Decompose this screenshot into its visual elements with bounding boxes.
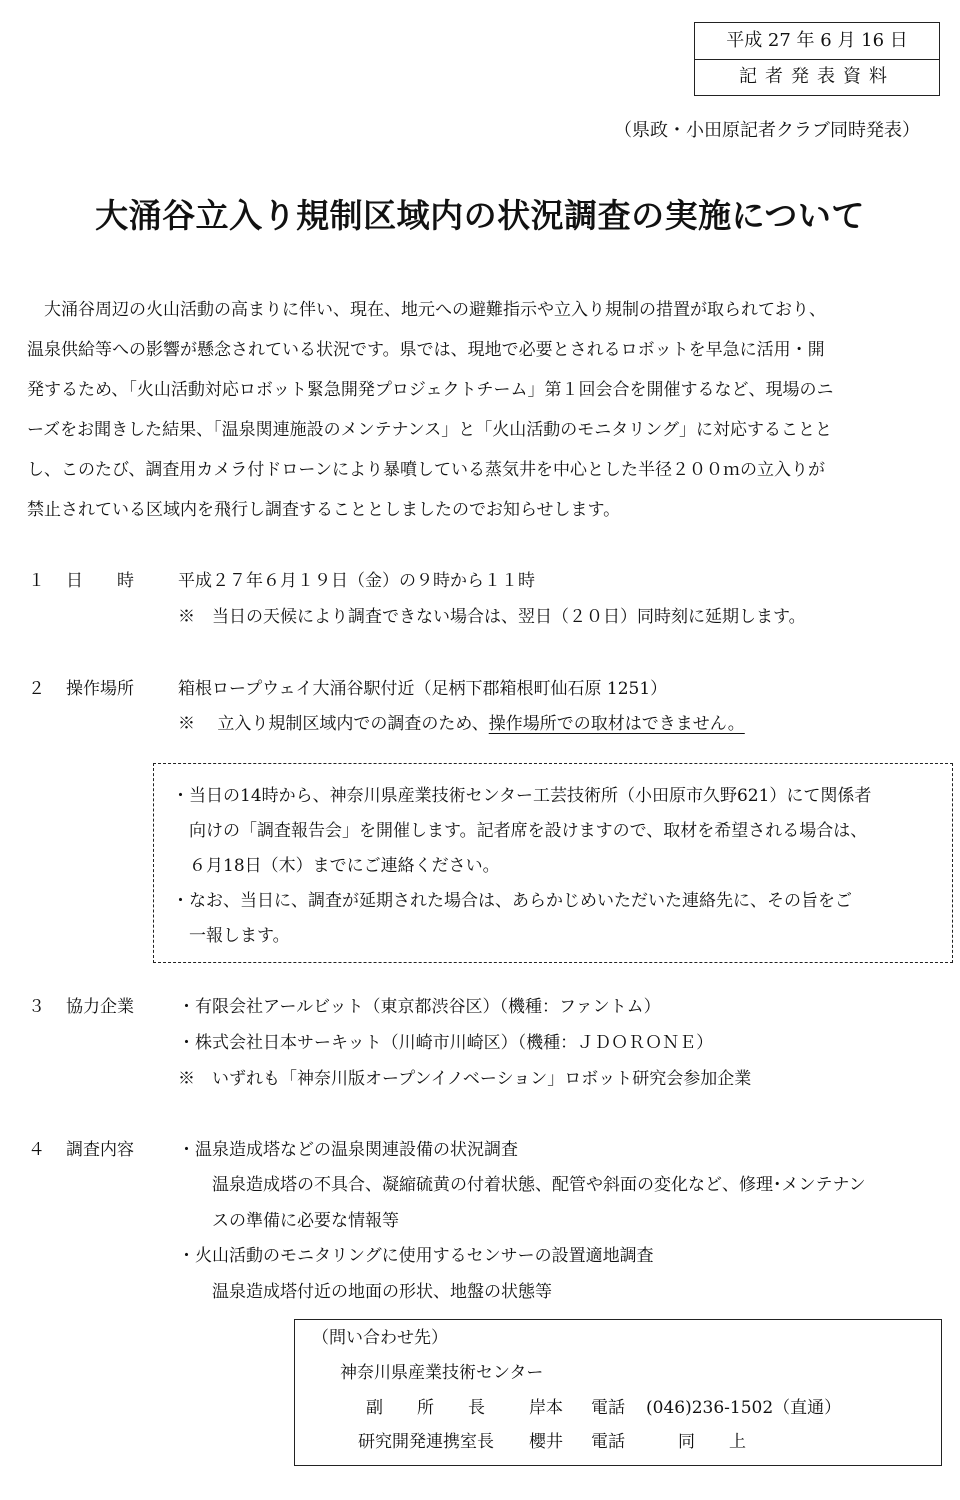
survey-detail: スの準備に必要な情報等 (178, 1211, 399, 1231)
contact-2-tel-label: 電話 (591, 1432, 625, 1452)
intro-line: 禁止されている区域内を飛行し調査することとしましたのでお知らせします。 (27, 500, 621, 520)
intro-line: 温泉供給等への影響が懸念されている状況です。県では、現地で必要とされるロボットを早急に活用・開 (27, 340, 825, 360)
partner-company: ・株式会社日本サーキット（川崎市川崎区）（機種：ＪＤＯＲＯＮＥ） (178, 1033, 714, 1053)
section-2-note (178, 716, 745, 733)
section-2-note-text: ※ 立入り規制区域内での調査のため、 (178, 714, 489, 734)
section-2-note-underlined: 操作場所での取材はできません。 (488, 714, 745, 734)
notice-line: 向けの「調査報告会」を開催します。記者席を設けますので、取材を希望される場合は、 (172, 821, 868, 841)
survey-item: ・温泉造成塔などの温泉関連設備の状況調査 (178, 1140, 518, 1160)
notice-line: ・当日の14時から、神奈川県産業技術センター工芸技術所（小田原市久野621）にて関係者 (172, 786, 872, 806)
section-2-location: 箱根ロープウェイ大涌谷駅付近（足柄下郡箱根町仙石原 1251） (178, 679, 668, 699)
notice-line: ・なお、当日に、調査が延期された場合は、あらかじめいただいた連絡先に、その旨をご (172, 891, 852, 911)
notice-line: 一報します。 (172, 926, 290, 946)
section-1-number: １ (28, 571, 45, 591)
contact-1-tel-label: 電話 (591, 1398, 625, 1418)
release-date: 平成 27 年 6 月 16 日 (695, 23, 939, 60)
contact-heading: （問い合わせ先） (312, 1328, 448, 1348)
partner-company: ・有限会社アールビット（東京都渋谷区）（機種：ファントム） (178, 997, 661, 1017)
document-type: 記者発表資料 (739, 66, 895, 87)
section-3-label: 協力企業 (66, 997, 134, 1017)
intro-paragraph (27, 290, 932, 530)
section-4-number: ４ (28, 1140, 45, 1160)
section-2-label: 操作場所 (66, 679, 134, 699)
section-1-note: ※ 当日の天候により調査できない場合は、翌日（２０日）同時刻に延期します。 (178, 607, 806, 627)
intro-line: 発するため、「火山活動対応ロボット緊急開発プロジェクトチーム」第１回会合を開催するなど、現場のニ (27, 380, 834, 400)
page-title: 大涌谷立入り規制区域内の状況調査の実施について (95, 196, 865, 235)
intro-line: ーズをお聞きした結果、「温泉関連施設のメンテナンス」と「火山活動のモニタリング」に対応することと (27, 420, 832, 440)
section-1-label: 日 時 (66, 571, 134, 591)
section-1-datetime: 平成２７年６月１９日（金）の９時から１１時 (178, 571, 535, 591)
contact-1-name: 岸本 (529, 1398, 563, 1418)
contact-2-name: 櫻井 (529, 1432, 563, 1452)
notice-line: ６月18日（木）までにご連絡ください。 (172, 856, 500, 876)
section-4-label: 調査内容 (66, 1140, 134, 1160)
intro-line: 大涌谷周辺の火山活動の高まりに伴い、現在、地元への避難指示や立入り規制の措置が取られており、 (27, 300, 826, 320)
section-2-number: ２ (28, 679, 45, 699)
section-3-number: ３ (28, 997, 45, 1017)
contact-1-title: 副 所 長 (366, 1398, 485, 1418)
contact-1-tel: (046)236-1502（直通） (646, 1398, 842, 1418)
survey-item: ・火山活動のモニタリングに使用するセンサーの設置適地調査 (178, 1246, 654, 1266)
intro-line: し、このたび、調査用カメラ付ドローンにより暴噴している蒸気井を中心とした半径２００ｍの立入りが (27, 460, 825, 480)
date-box (694, 22, 940, 96)
contact-2-tel: 同 上 (678, 1432, 746, 1452)
contact-organization: 神奈川県産業技術センター (340, 1363, 544, 1383)
contact-2-title: 研究開発連携室長 (358, 1432, 494, 1452)
survey-detail: 温泉造成塔付近の地面の形状、地盤の状態等 (178, 1282, 552, 1302)
survey-detail: 温泉造成塔の不具合、凝縮硫黄の付着状態、配管や斜面の変化など、修理･メンテナン (178, 1175, 866, 1195)
joint-release-note: （県政・小田原記者クラブ同時発表） (614, 120, 920, 141)
partner-note: ※ いずれも「神奈川版オープンイノベーション」ロボット研究会参加企業 (178, 1069, 752, 1089)
